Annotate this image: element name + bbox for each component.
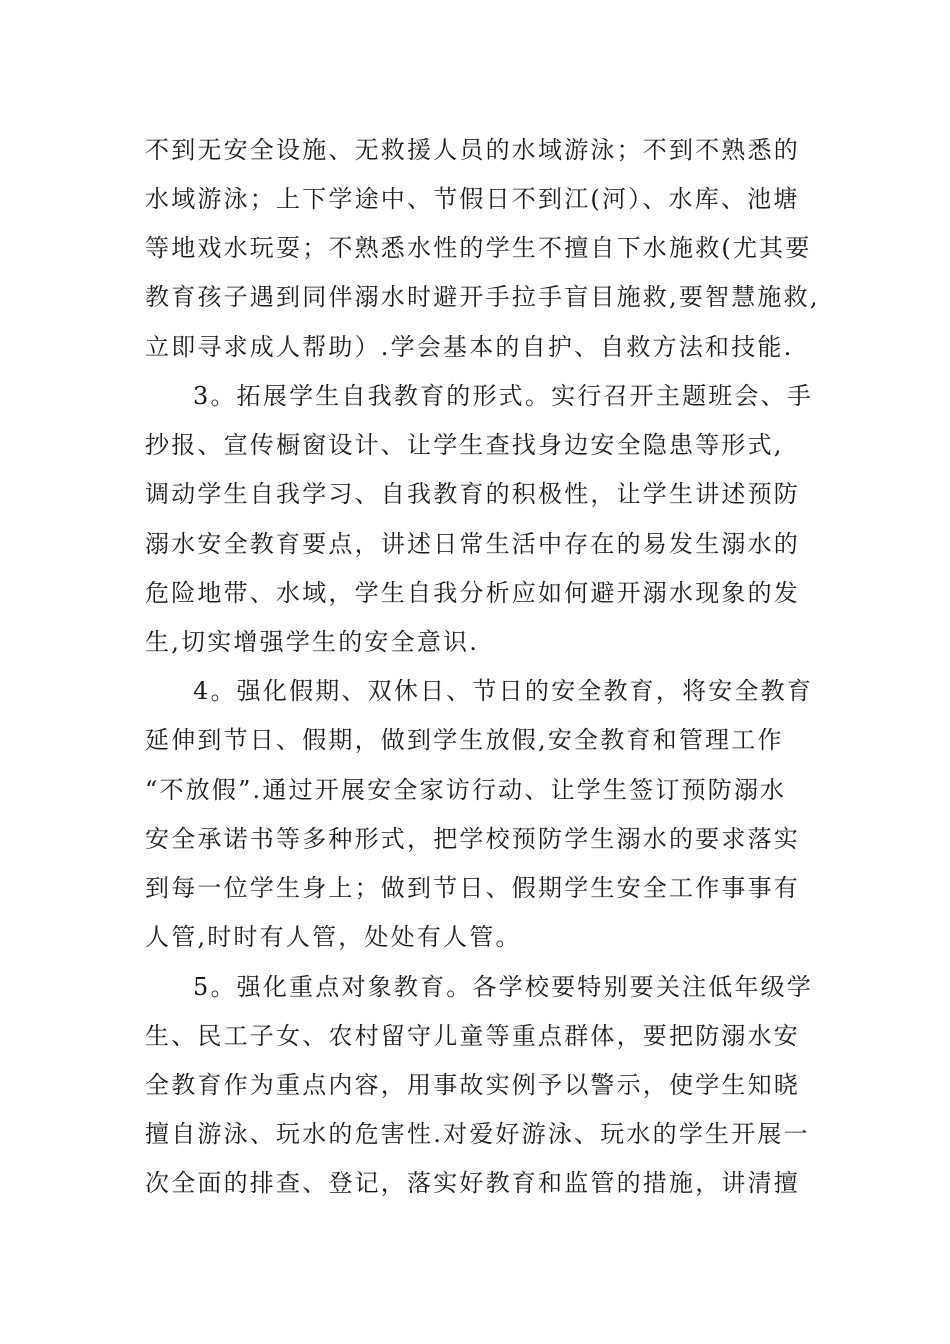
text-line: 次全面的排查、登记，落实好教育和监管的措施，讲清擅 xyxy=(145,1169,800,1197)
text-line: 抄报、宣传橱窗设计、让学生查找身边安全隐患等形式, xyxy=(145,431,784,459)
text-line: 危险地带、水域，学生自我分析应如何避开溺水现象的发 xyxy=(145,579,800,607)
text-line: 到每一位学生身上；做到节日、假期学生安全工作事事有 xyxy=(145,874,800,902)
text-line: 人管,时时有人管，处处有人管。 xyxy=(145,923,522,951)
text-line: “不放假”.通过开展安全家访行动、让学生签订预防溺水 xyxy=(145,776,787,804)
text-line: 等地戏水玩耍；不熟悉水性的学生不擅自下水施救(尤其要 xyxy=(145,234,812,262)
paragraph-4-first-line: 4。强化假期、双休日、节日的安全教育，将安全教育 xyxy=(193,677,814,705)
text-line: 立即寻求成人帮助）.学会基本的自护、自救方法和技能. xyxy=(145,333,794,361)
text-line: 生、民工子女、农村留守儿童等重点群体，要把防溺水安 xyxy=(145,1022,800,1050)
text-line: 水域游泳；上下学途中、节假日不到江(河）、水库、池塘 xyxy=(145,185,800,213)
text-line: 溺水安全教育要点，讲述日常生活中存在的易发生溺水的 xyxy=(145,530,800,558)
text-line: 不到无安全设施、无救援人员的水域游泳；不到不熟悉的 xyxy=(145,136,800,164)
text-line: 生,切实增强学生的安全意识. xyxy=(145,628,480,656)
text-line: 擅自游泳、玩水的危害性.对爱好游泳、玩水的学生开展一 xyxy=(145,1120,810,1148)
text-line: 全教育作为重点内容，用事故实例予以警示，使学生知晓 xyxy=(145,1071,800,1099)
text-line: 延伸到节日、假期，做到学生放假,安全教育和管理工作 xyxy=(145,726,784,754)
text-line: 调动学生自我学习、自我教育的积极性，让学生讲述预防 xyxy=(145,480,800,508)
paragraph-3-first-line: 3。拓展学生自我教育的形式。实行召开主题班会、手 xyxy=(193,382,814,410)
text-line: 教育孩子遇到同伴溺水时避开手拉手盲目施救,要智慧施救, xyxy=(145,283,820,311)
text-line: 安全承诺书等多种形式，把学校预防学生溺水的要求落实 xyxy=(145,825,800,853)
paragraph-5-first-line: 5。强化重点对象教育。各学校要特别要关注低年级学 xyxy=(193,973,814,1001)
